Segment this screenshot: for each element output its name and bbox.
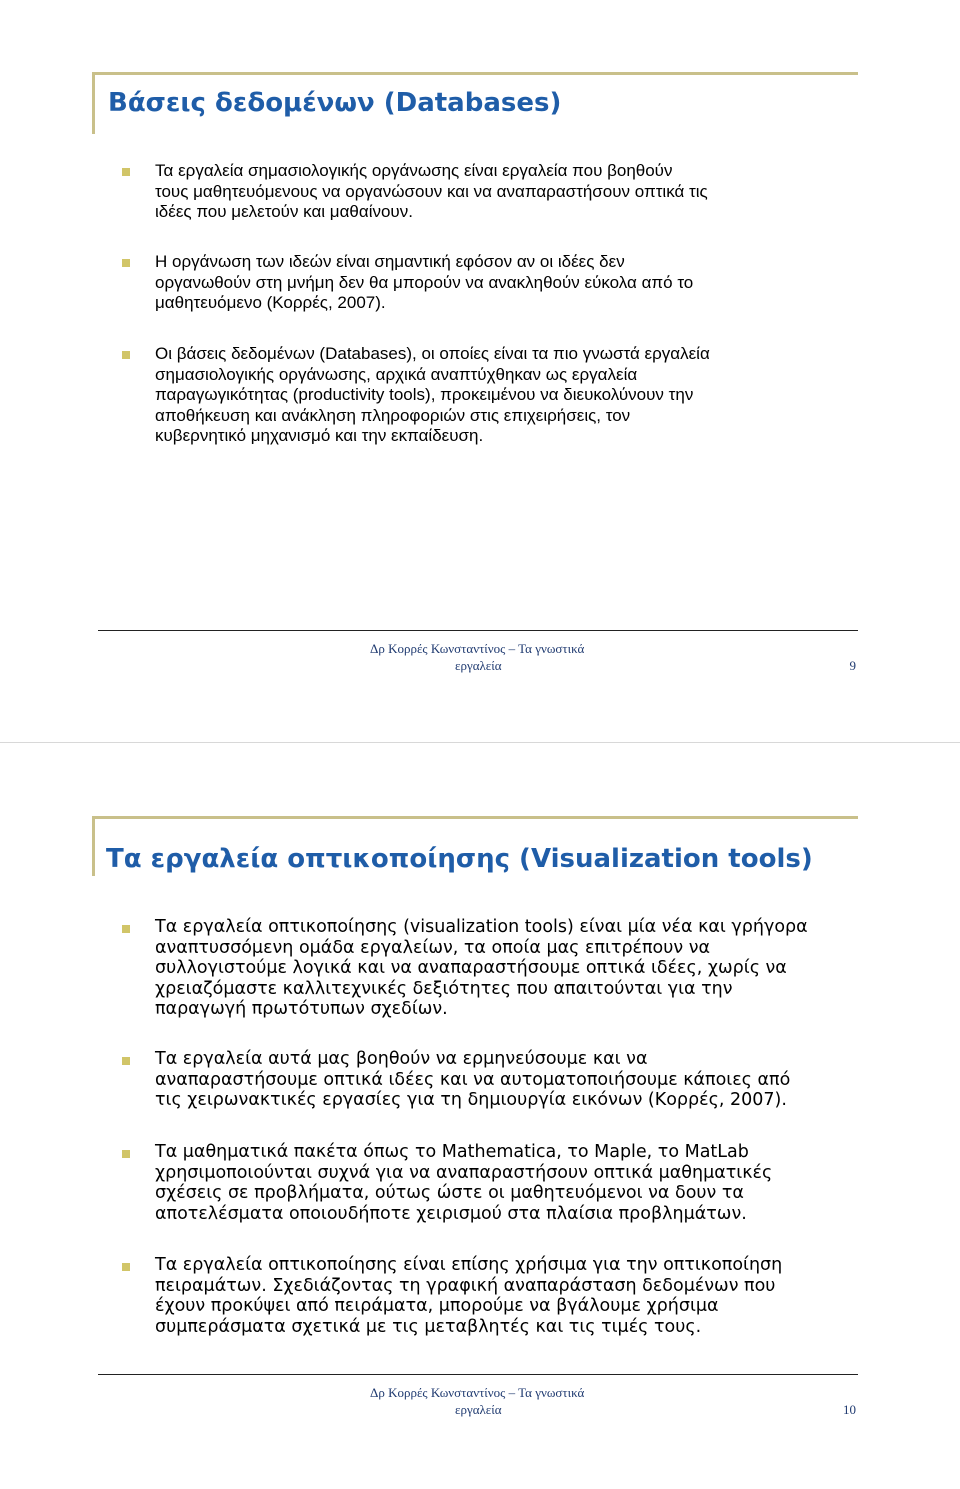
title-frame-top [92,72,858,75]
bullet-marker-icon [122,168,130,176]
bullet-marker-icon [122,1057,130,1065]
bullet-line: τους μαθητευόμενους να οργανώσουν και να αναπαραστήσουν οπτικά τις [155,181,708,201]
bullet-item [155,1049,790,1111]
title-frame-left [92,816,95,876]
title-frame-left [92,72,95,134]
bullet-line: οργανωθούν στη μνήμη δεν θα μπορούν να ανακληθούν εύκολα από το [155,272,694,292]
bullet-line: Οι βάσεις δεδομένων (Databases), οι οποίες είναι τα πιο γνωστά εργαλεία [155,344,710,363]
bullet-item [155,344,710,447]
bullet-line: συλλογιστούμε λογικά και να αναπαραστήσουμε οπτικά ιδέες, χωρίς να [155,958,787,979]
bullet-line: συμπεράσματα σχετικά με τις μεταβλητές και τις τιμές τους. [155,1316,702,1337]
bullet-line: Τα εργαλεία οπτικοποίησης (visualization tools) είναι μία νέα και γρήγορα [155,917,808,937]
slide-9 [0,0,960,742]
bullet-line: κυβερνητικό μηχανισμό και την εκπαίδευση. [155,426,484,445]
bullet-line: αναπαραστήσουμε οπτικά ιδέες και να αυτοματοποιήσουμε κάποιες από [155,1069,791,1090]
bullet-line: παραγωγικότητας (productivity tools), προκειμένου να διευκολύνουν την [155,385,694,404]
bullet-item [155,252,693,314]
footer-rule [98,1374,858,1375]
bullet-line: παραγωγή πρωτότυπων σχεδίων. [155,999,448,1020]
bullet-line: χρησιμοποιούνται συχνά για να αναπαραστήσουν οπτικά μαθηματικές [155,1162,773,1183]
footer-author-cont: εργαλεία [455,658,502,673]
bullet-line: μαθητευόμενο (Κορρές, 2007). [155,293,386,312]
bullet-line: χρειαζόμαστε καλλιτεχνικές δεξιότητες που απαιτούνται για την [155,978,733,999]
bullet-marker-icon [122,1263,130,1271]
bullet-line: Τα εργαλεία σημασιολογικής οργάνωσης είναι εργαλεία που βοηθούν [155,161,673,180]
bullet-line: ιδέες που μελετούν και μαθαίνουν. [155,202,413,221]
bullet-item [155,1255,782,1337]
slide-title: Βάσεις δεδομένων (Databases) [108,88,562,118]
bullet-line: σχέσεις σε προβλήματα, ούτως ώστε οι μαθητευόμενοι να δουν τα [155,1183,744,1204]
bullet-marker-icon [122,925,130,933]
slide-10 [0,745,960,1489]
bullet-line: έχουν προκύψει από πειράματα, μπορούμε να βγάλουμε χρήσιμα [155,1296,719,1317]
bullet-line: αποθήκευση και ανάκληση πληροφοριών στις επιχειρήσεις, τον [155,405,631,425]
bullet-line: αναπτυσσόμενη ομάδα εργαλείων, τα οποία μας επιτρέπουν να [155,937,711,958]
bullet-line: αποτελέσματα οποιουδήποτε χειρισμού στα πλαίσια προβλημάτων. [155,1203,747,1224]
bullet-line: Τα εργαλεία οπτικοποίησης είναι επίσης χρήσιμα για την οπτικοποίηση [155,1255,783,1275]
footer-author: Δρ Κορρές Κωνσταντίνος – Τα γνωστικά [370,641,585,656]
bullet-line: τις χειρωνακτικές εργασίες για τη δημιουργία εικόνων (Κορρές, 2007). [155,1090,787,1111]
bullet-item [155,161,708,223]
bullet-line: Η οργάνωση των ιδεών είναι σημαντική εφόσον αν οι ιδέες δεν [155,252,625,271]
bullet-line: Τα μαθηματικά πακέτα όπως το Mathematica, το Maple, το MatLab [155,1142,749,1162]
bullet-item [155,1142,772,1224]
page-divider [0,742,960,743]
bullet-marker-icon [122,259,130,267]
slide-title: Τα εργαλεία οπτικοποίησης (Visualization tools) [106,844,813,874]
bullet-line: πειραμάτων. Σχεδιάζοντας τη γραφική αναπαράσταση δεδομένων που [155,1275,776,1296]
bullet-marker-icon [122,1150,130,1158]
footer-rule [98,630,858,631]
bullet-line: Τα εργαλεία αυτά μας βοηθούν να ερμηνεύσουμε και να [155,1049,648,1069]
page-number: 9 [849,658,856,673]
bullet-line: σημασιολογικής οργάνωσης, αρχικά αναπτύχθηκαν ως εργαλεία [155,364,638,384]
bullet-item [155,917,808,1020]
footer-author-cont: εργαλεία [455,1402,502,1417]
page-number: 10 [843,1402,856,1417]
title-frame-top [92,816,858,819]
footer-author: Δρ Κορρές Κωνσταντίνος – Τα γνωστικά [370,1385,585,1400]
bullet-marker-icon [122,351,130,359]
